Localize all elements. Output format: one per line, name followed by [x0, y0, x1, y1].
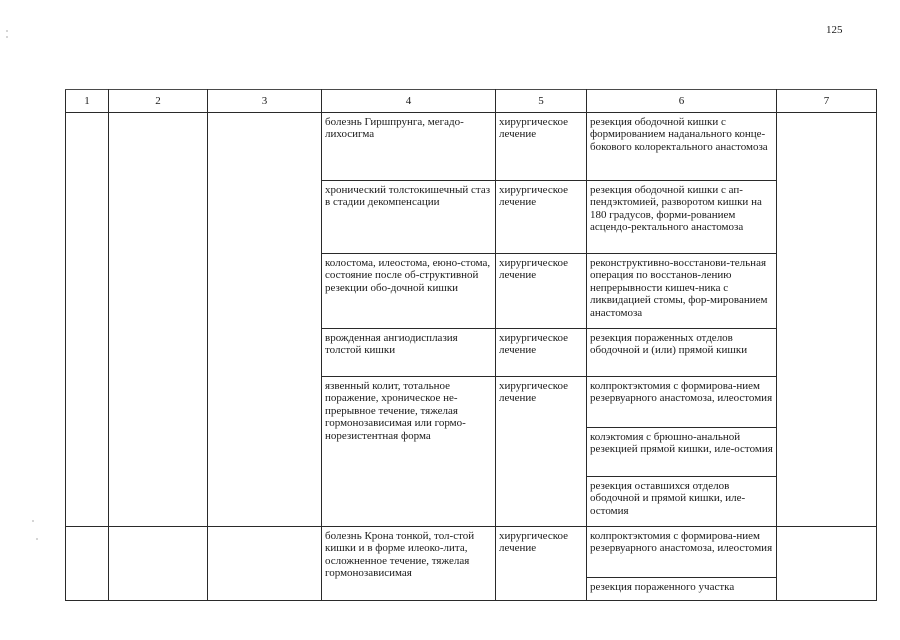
treatment-cell: хирургическое лечение	[496, 527, 587, 601]
col3-empty-cell	[208, 527, 322, 601]
col7-empty-cell	[777, 527, 877, 601]
method-cell: колпроктэктомия с формирова-нием резервуарного анастомоза, илеостомия	[587, 377, 777, 428]
column-header: 2	[109, 90, 208, 113]
column-header: 5	[496, 90, 587, 113]
method-cell: резекция пораженных отделов ободочной и (или) прямой кишки	[587, 329, 777, 377]
col1-empty-cell	[66, 113, 109, 527]
diagnosis-cell: язвенный колит, тотальное поражение, хроническое не-прерывное течение, тяжелая гормонозависимая или гормо-норезистентная форма	[322, 377, 496, 527]
table-row	[66, 113, 877, 181]
column-header: 7	[777, 90, 877, 113]
column-header: 6	[587, 90, 777, 113]
scan-speck	[36, 538, 38, 540]
column-header: 4	[322, 90, 496, 113]
method-cell: резекция пораженного участка	[587, 578, 777, 601]
method-cell: колэктомия с брюшно-анальной резекцией прямой кишки, иле-остомия	[587, 428, 777, 477]
treatment-cell: хирургическое лечение	[496, 377, 587, 527]
method-cell: резекция ободочной кишки с формированием наданального конце-бокового колоректального анастомоза	[587, 113, 777, 181]
col1-empty-cell	[66, 527, 109, 601]
method-cell: реконструктивно-восстанови-тельная операция по восстанов-лению непрерывности кишеч-ника с ликвидацией стомы, фор-мированием анастомоза	[587, 254, 777, 329]
table-row	[66, 527, 877, 578]
diagnosis-cell: болезнь Крона тонкой, тол-стой кишки и в форме илеоко-лита, осложненное течение, тяжелая гормонозависимая	[322, 527, 496, 601]
column-header: 1	[66, 90, 109, 113]
method-cell: резекция ободочной кишки с ап-пендэктомией, разворотом кишки на 180 градусов, форми-рованием асцендо-ректального анастомоза	[587, 181, 777, 254]
col2-empty-cell	[109, 527, 208, 601]
header-row	[66, 90, 877, 113]
diagnosis-cell: хронический толстокишечный стаз в стадии декомпенсации	[322, 181, 496, 254]
diagnosis-cell: врожденная ангиодисплазия толстой кишки	[322, 329, 496, 377]
scan-speck	[6, 36, 8, 38]
scan-speck	[6, 30, 8, 32]
col2-empty-cell	[109, 113, 208, 527]
scan-speck	[32, 520, 34, 522]
diagnosis-cell: колостома, илеостома, еюно-стома, состояние после об-структивной резекции обо-дочной кишки	[322, 254, 496, 329]
treatment-cell: хирургическое лечение	[496, 254, 587, 329]
page-number: 125	[826, 24, 843, 36]
method-cell: резекция оставшихся отделов ободочной и прямой кишки, иле-остомия	[587, 477, 777, 527]
method-cell: колпроктэктомия с формирова-нием резервуарного анастомоза, илеостомия	[587, 527, 777, 578]
treatment-cell: хирургическое лечение	[496, 329, 587, 377]
treatment-cell: хирургическое лечение	[496, 181, 587, 254]
treatment-cell: хирургическое лечение	[496, 113, 587, 181]
procedures-table	[65, 89, 877, 601]
col7-empty-cell	[777, 113, 877, 527]
col3-empty-cell	[208, 113, 322, 527]
column-header: 3	[208, 90, 322, 113]
diagnosis-cell: болезнь Гиршпрунга, мегадо-лихосигма	[322, 113, 496, 181]
